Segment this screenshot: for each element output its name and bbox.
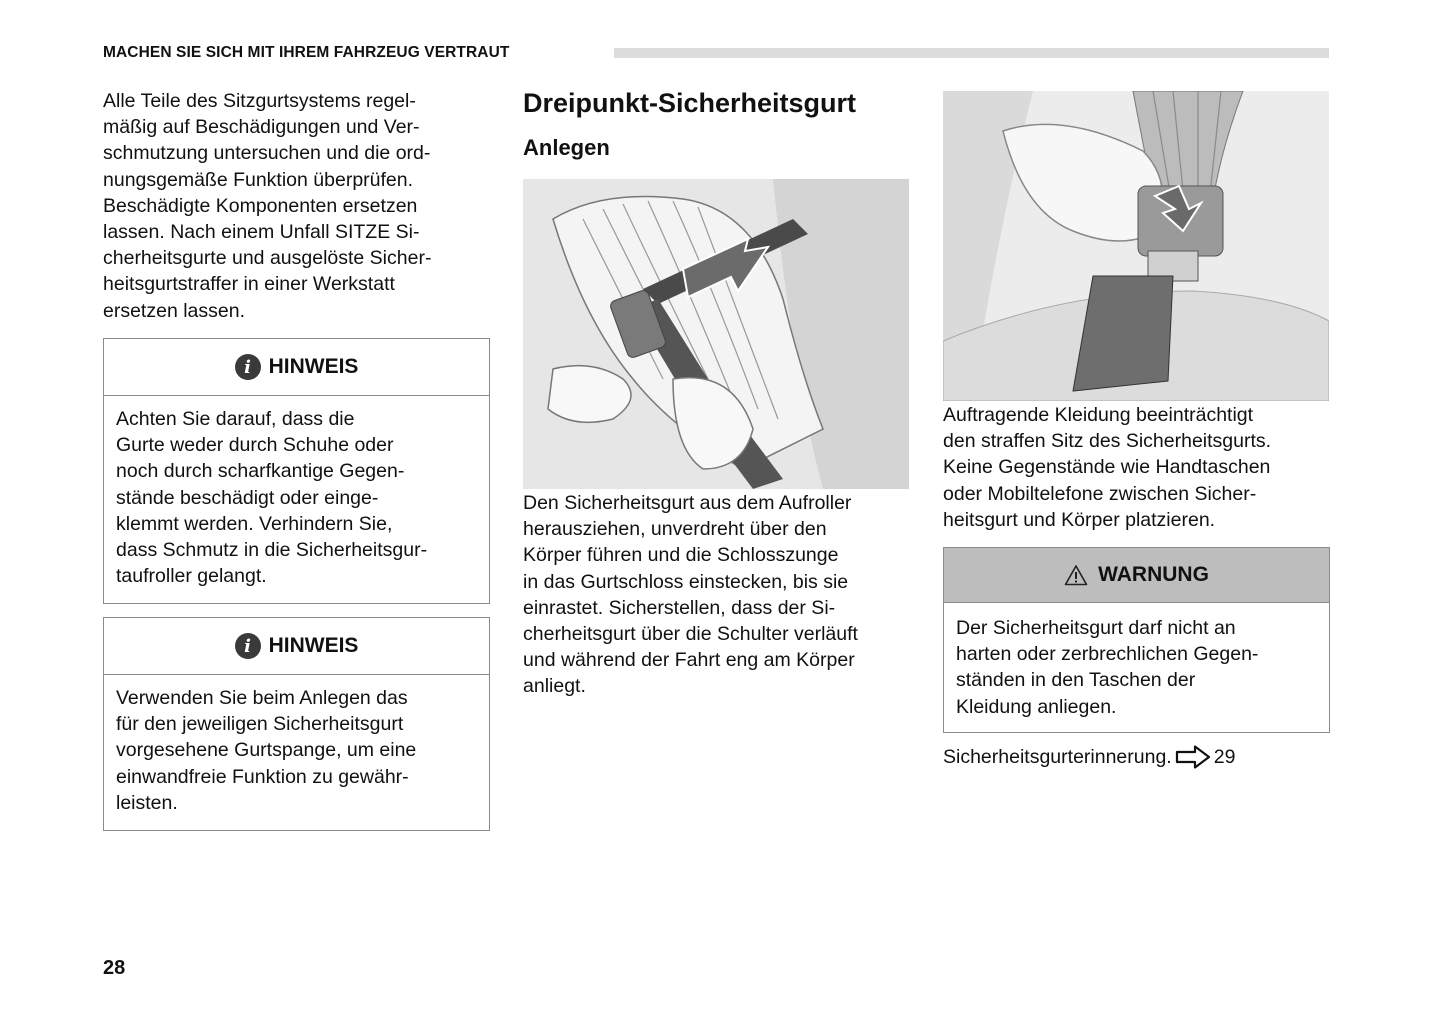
warning-header — [944, 548, 1329, 603]
warning-title: WARNUNG — [1098, 563, 1209, 586]
notice-box-2 — [103, 617, 490, 831]
notice-title: HINWEIS — [268, 634, 359, 657]
page-number: 28 — [103, 957, 126, 979]
section-subheading: Anlegen — [523, 135, 610, 160]
fastening-instructions: Den Sicherheitsgurt aus dem Aufroller herausziehen, unverdreht über den Körper führen und die Schlosszunge in das Gurtschloss einstecken, bis sie einrastet. Sicherstellen, dass der Si- cherheitsgurt über die Schulter verläuft und während der Fahrt eng am Körper anliegt. — [523, 492, 858, 698]
reminder-page-ref[interactable]: 29 — [1213, 745, 1236, 768]
warning-body: Der Sicherheitsgurt darf nicht an harten oder zerbrechlichen Gegen- ständen in den Taschen der Kleidung anliegen. — [956, 617, 1259, 718]
intro-paragraph: Alle Teile des Sitzgurtsystems regel- mäßig auf Beschädigungen und Ver- schmutzung untersuchen und die ord- nungsgemäße Funktion überprüfen. Beschädigte Komponenten ersetzen lassen. Nach einem Unfall SITZE Si- cherheitsgurte und ausgelöste Sicher- heitsgurtstraffer in einer Werkstatt ersetzen lassen. — [103, 90, 432, 322]
reminder-reference[interactable] — [943, 745, 1235, 769]
illustration-fastening-belt — [523, 179, 909, 489]
notice-body: Verwenden Sie beim Anlegen das für den jeweiligen Sicherheitsgurt vorgesehene Gurtspange, um eine einwandfreie Funktion zu gewähr- leisten. — [116, 687, 417, 814]
header-bar — [614, 48, 1329, 58]
notice-header — [104, 618, 489, 675]
notice-title: HINWEIS — [268, 355, 359, 378]
warning-triangle-icon — [1064, 564, 1088, 586]
notice-box-1 — [103, 338, 490, 604]
info-icon: i — [235, 633, 261, 659]
running-header-title: MACHEN SIE SICH MIT IHREM FAHRZEUG VERTRAUT — [103, 44, 510, 61]
warning-box — [943, 547, 1330, 733]
notice-header — [104, 339, 489, 396]
section-heading: Dreipunkt-Sicherheitsgurt — [523, 88, 857, 118]
info-icon: i — [235, 354, 261, 380]
clothing-paragraph: Auftragende Kleidung beeinträchtigt den straffen Sitz des Sicherheitsgurts. Keine Gegenstände wie Handtaschen oder Mobiltelefone zwischen Sicher- heitsgurt und Körper platzieren. — [943, 404, 1272, 531]
arrow-reference-icon — [1175, 745, 1211, 769]
reminder-text: Sicherheitsgurterinnerung. — [943, 745, 1172, 768]
illustration-buckle — [943, 91, 1329, 401]
notice-body: Achten Sie darauf, dass die Gurte weder durch Schuhe oder noch durch scharfkantige Gegen- stände beschädigt oder einge- klemmt werden. Verhindern Sie, dass Schmutz in die Sicherheitsgur- taufroller gelangt. — [116, 408, 428, 588]
buckle-drawing — [943, 91, 1329, 401]
fastening-belt-drawing — [523, 179, 909, 489]
